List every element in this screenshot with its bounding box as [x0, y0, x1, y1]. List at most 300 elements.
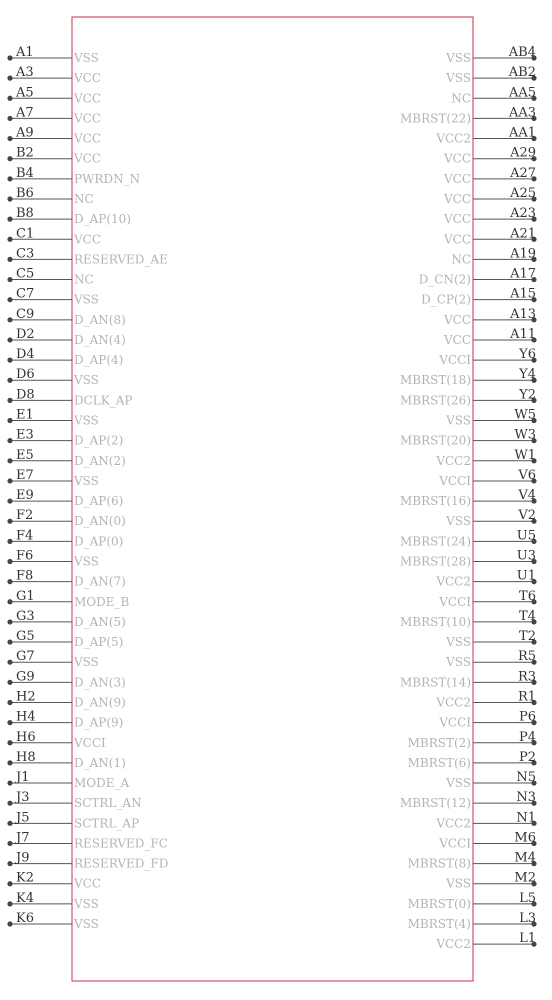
pin-number: T4 — [519, 608, 536, 624]
pin-endpoint-dot — [7, 478, 12, 483]
left-pin — [7, 851, 168, 871]
pin-number: B8 — [16, 206, 34, 222]
pin-number: E3 — [16, 427, 34, 443]
pin-endpoint-dot — [7, 780, 12, 785]
pin-name: VCC — [443, 232, 471, 247]
left-pin — [7, 226, 101, 246]
pin-endpoint-dot — [7, 801, 12, 806]
pin-number: A11 — [510, 326, 536, 342]
pin-endpoint-dot — [7, 660, 12, 665]
pin-number: B6 — [16, 185, 34, 201]
pin-name: SCTRL_AP — [74, 816, 140, 831]
right-pin — [400, 669, 537, 689]
pin-name: VCCI — [439, 473, 471, 488]
left-pin — [7, 65, 101, 85]
pin-name: VCC — [443, 212, 471, 227]
pin-number: A7 — [16, 105, 34, 121]
left-pin — [7, 448, 125, 468]
pin-name: D_AN(4) — [74, 332, 126, 347]
pin-name: D_AP(9) — [74, 715, 124, 730]
pin-name: VSS — [446, 413, 471, 428]
pin-name: VCCI — [439, 353, 471, 368]
pin-name: MBRST(10) — [400, 614, 471, 629]
pin-number: G3 — [16, 608, 35, 624]
pin-number: N5 — [516, 770, 536, 786]
pin-number: K4 — [16, 890, 34, 906]
left-pin — [7, 246, 167, 266]
pin-endpoint-dot — [7, 96, 12, 101]
pin-number: D8 — [16, 387, 35, 403]
pin-number: E9 — [16, 488, 34, 504]
pin-name: VCCI — [439, 594, 471, 609]
pin-name: D_AN(9) — [74, 695, 126, 710]
right-pin — [438, 710, 536, 730]
left-pin — [7, 85, 101, 105]
pin-number: D6 — [16, 367, 35, 383]
right-pin — [400, 488, 537, 508]
pin-name: D_AP(10) — [74, 212, 131, 227]
pin-number: P6 — [518, 709, 536, 725]
pin-endpoint-dot — [7, 217, 12, 222]
right-pin — [400, 609, 537, 629]
left-pin — [7, 830, 168, 850]
pin-endpoint-dot — [7, 639, 12, 644]
pin-number: U3 — [516, 548, 536, 564]
pin-name: VSS — [74, 655, 99, 670]
pin-endpoint-dot — [7, 619, 12, 624]
pin-name: VSS — [446, 655, 471, 670]
pin-endpoint-dot — [7, 861, 12, 866]
left-pin — [7, 287, 99, 307]
pin-number: D4 — [16, 347, 35, 363]
right-pin — [445, 508, 537, 528]
right-pin — [421, 287, 536, 307]
pin-number: AA1 — [508, 125, 536, 141]
right-pin — [400, 105, 537, 125]
right-pin — [435, 931, 536, 951]
right-pin — [400, 387, 537, 407]
pin-number: A3 — [16, 65, 34, 81]
pin-number: E7 — [16, 467, 34, 483]
left-pin — [7, 105, 101, 125]
pin-number: B2 — [16, 145, 34, 161]
pin-endpoint-dot — [7, 821, 12, 826]
right-pin — [443, 186, 537, 206]
pin-number: J7 — [16, 830, 30, 846]
pin-name: VCC — [443, 332, 471, 347]
pin-number: K6 — [16, 911, 34, 927]
pin-number: U1 — [516, 568, 536, 584]
right-pin — [445, 65, 537, 85]
left-pin — [7, 408, 99, 428]
pin-number: C3 — [16, 246, 35, 262]
right-pin — [438, 589, 536, 609]
pin-number: R5 — [517, 649, 536, 665]
pin-number: D2 — [16, 326, 35, 342]
pin-endpoint-dot — [7, 55, 12, 60]
pin-name: VSS — [74, 413, 99, 428]
pin-number: F2 — [16, 508, 34, 524]
right-pin — [408, 750, 537, 770]
pin-name: RESERVED_AE — [74, 252, 168, 267]
pin-name: VSS — [446, 51, 471, 65]
pin-name: MBRST(16) — [400, 494, 471, 509]
pin-endpoint-dot — [7, 841, 12, 846]
pin-number: J5 — [16, 810, 30, 826]
pin-number: L5 — [519, 890, 536, 906]
left-pin — [7, 387, 132, 407]
pin-name: D_AP(5) — [74, 635, 124, 650]
pin-endpoint-dot — [7, 277, 12, 282]
pin-number: U5 — [516, 528, 536, 544]
pin-number: C5 — [16, 266, 35, 282]
pin-endpoint-dot — [7, 519, 12, 524]
left-pin — [7, 508, 125, 528]
pin-name: VCC2 — [436, 131, 471, 146]
pin-name: D_AP(4) — [74, 353, 124, 368]
pin-endpoint-dot — [7, 257, 12, 262]
left-pin — [7, 327, 125, 347]
pin-name: D_AN(8) — [74, 312, 126, 327]
left-pin — [7, 710, 123, 730]
right-pin — [445, 629, 537, 649]
pin-number: A13 — [510, 306, 536, 322]
pin-name: MBRST(0) — [407, 896, 471, 911]
pin-number: A15 — [510, 286, 536, 302]
left-pin — [7, 871, 101, 891]
pin-name: VCCI — [439, 836, 471, 851]
pin-endpoint-dot — [7, 196, 12, 201]
pin-endpoint-dot — [7, 740, 12, 745]
pin-number: N1 — [516, 810, 536, 826]
left-pin — [7, 589, 129, 609]
pin-name: VSS — [446, 635, 471, 650]
pin-name: D_CP(2) — [421, 292, 471, 307]
pin-number: C1 — [16, 226, 35, 242]
pin-name: VSS — [446, 876, 471, 891]
pin-name: VSS — [74, 473, 99, 488]
right-pin — [435, 689, 536, 709]
pin-name: VCC — [443, 191, 471, 206]
pin-name: MBRST(18) — [400, 373, 471, 388]
pin-number: K2 — [16, 870, 34, 886]
pin-number: W5 — [514, 407, 536, 423]
pin-name: VCC — [74, 131, 102, 146]
pin-name: D_AN(3) — [74, 675, 126, 690]
pin-endpoint-dot — [7, 680, 12, 685]
pin-number: V2 — [518, 508, 536, 524]
left-pin — [7, 750, 125, 770]
pin-number: F4 — [16, 528, 34, 544]
right-pin — [445, 408, 537, 428]
pin-number: AA3 — [508, 105, 536, 121]
pin-name: VCC2 — [436, 816, 471, 831]
left-pin — [7, 790, 141, 810]
pin-name: VSS — [74, 554, 99, 569]
pin-endpoint-dot — [7, 418, 12, 423]
pin-name: D_AP(2) — [74, 433, 124, 448]
pin-number: J9 — [16, 850, 30, 866]
left-pin — [7, 267, 93, 287]
right-pin — [443, 206, 537, 226]
pin-number: G1 — [16, 588, 35, 604]
pin-number: G9 — [16, 669, 35, 685]
pin-name: D_AP(6) — [74, 494, 124, 509]
right-pin — [435, 448, 536, 468]
pin-name: VCC — [74, 151, 102, 166]
pin-endpoint-dot — [7, 559, 12, 564]
right-pin — [443, 146, 537, 166]
pin-name: VCC2 — [436, 574, 471, 589]
right-pin — [435, 126, 536, 146]
pin-number: T6 — [519, 588, 536, 604]
pin-name: NC — [74, 272, 94, 287]
pin-endpoint-dot — [7, 901, 12, 906]
pin-name: VCCI — [439, 715, 471, 730]
pin-number: B4 — [16, 165, 34, 181]
right-pin — [451, 85, 536, 105]
pin-name: MBRST(14) — [400, 675, 471, 690]
pin-number: M2 — [514, 870, 536, 886]
pin-number: J3 — [16, 790, 30, 806]
left-pin — [7, 911, 99, 931]
pin-number: H2 — [16, 689, 36, 705]
pin-number: W3 — [514, 427, 536, 443]
pin-endpoint-dot — [7, 921, 12, 926]
pin-name: MBRST(26) — [400, 393, 471, 408]
right-pin-column — [400, 45, 537, 951]
pin-name: MBRST(22) — [400, 111, 471, 126]
pin-name: MODE_B — [74, 594, 130, 609]
pin-number: A17 — [510, 266, 536, 282]
pin-name: VCC — [74, 111, 102, 126]
pin-number: C7 — [16, 286, 35, 302]
pin-number: L3 — [519, 911, 536, 927]
pin-name: D_AP(0) — [74, 534, 124, 549]
pin-number: V4 — [518, 488, 536, 504]
right-pin — [408, 851, 537, 871]
pin-endpoint-dot — [7, 720, 12, 725]
pin-name: MBRST(4) — [407, 917, 471, 932]
left-pin — [7, 569, 125, 589]
right-pin — [443, 226, 537, 246]
pin-number: Y6 — [519, 347, 536, 363]
pin-number: P2 — [518, 749, 536, 765]
pin-endpoint-dot — [7, 116, 12, 121]
pin-number: A25 — [510, 185, 536, 201]
pin-endpoint-dot — [7, 337, 12, 342]
right-pin — [443, 166, 537, 186]
pin-name: VSS — [74, 917, 99, 932]
left-pin — [7, 367, 99, 387]
pin-number: H8 — [16, 749, 36, 765]
pin-endpoint-dot — [7, 579, 12, 584]
pin-name: VCC2 — [436, 695, 471, 710]
pin-number: T2 — [519, 629, 536, 645]
right-pin — [438, 830, 536, 850]
pin-number: N3 — [516, 790, 536, 806]
pin-name: VCC — [74, 91, 102, 106]
pin-name: VCC — [74, 232, 102, 247]
left-pin — [7, 689, 125, 709]
pin-name: MODE_A — [74, 776, 130, 791]
pin-endpoint-dot — [7, 136, 12, 141]
pin-name: VCC2 — [436, 937, 471, 952]
pin-number: Y4 — [519, 367, 536, 383]
pin-name: VCC — [443, 171, 471, 186]
pin-number: E5 — [16, 447, 34, 463]
left-pin — [7, 629, 123, 649]
left-pin — [7, 609, 125, 629]
pin-name: DCLK_AP — [74, 393, 133, 408]
pin-endpoint-dot — [7, 398, 12, 403]
pin-endpoint-dot — [7, 881, 12, 886]
pin-number: L1 — [519, 931, 536, 947]
left-pin-column — [7, 45, 168, 931]
right-pin — [408, 911, 537, 931]
pin-endpoint-dot — [7, 297, 12, 302]
left-pin — [7, 770, 129, 790]
pin-name: MBRST(12) — [400, 796, 471, 811]
pin-name: VCC — [74, 876, 102, 891]
pin-name: NC — [451, 252, 471, 267]
pin-name: VSS — [74, 292, 99, 307]
pin-number: H4 — [16, 709, 36, 725]
pin-number: G5 — [16, 629, 35, 645]
right-pin — [445, 45, 537, 65]
pin-name: MBRST(24) — [400, 534, 471, 549]
pin-name: VCC — [74, 71, 102, 86]
left-pin — [7, 126, 101, 146]
right-pin — [438, 468, 536, 488]
right-pin — [451, 246, 536, 266]
right-pin — [400, 528, 537, 548]
pin-name: D_AN(7) — [74, 574, 126, 589]
pin-number: P4 — [518, 729, 536, 745]
right-pin — [435, 569, 536, 589]
pin-name: VSS — [74, 373, 99, 388]
pin-name: MBRST(2) — [407, 735, 471, 750]
left-pin — [7, 649, 99, 669]
pin-number: A9 — [16, 125, 34, 141]
pin-name: VCCI — [74, 735, 106, 750]
pin-name: D_AN(1) — [74, 755, 126, 770]
pin-number: Y2 — [519, 387, 536, 403]
right-pin — [438, 347, 536, 367]
pin-number: W1 — [514, 447, 536, 463]
left-pin — [7, 468, 99, 488]
pin-number: AB2 — [508, 65, 536, 81]
right-pin — [408, 730, 537, 750]
pin-name: MBRST(6) — [407, 755, 471, 770]
pin-number: F8 — [16, 568, 34, 584]
pin-number: M6 — [514, 830, 536, 846]
pin-name: VCC — [443, 151, 471, 166]
left-pin — [7, 186, 93, 206]
left-pin — [7, 488, 123, 508]
pin-name: D_CN(2) — [418, 272, 471, 287]
left-pin — [7, 45, 99, 65]
pin-number: A21 — [510, 226, 536, 242]
right-pin — [400, 367, 537, 387]
pin-number: A23 — [510, 206, 536, 222]
pin-number: AA5 — [508, 85, 536, 101]
pin-endpoint-dot — [7, 700, 12, 705]
right-pin — [400, 549, 537, 569]
pin-number: A19 — [510, 246, 536, 262]
pin-name: D_AN(2) — [74, 453, 126, 468]
pin-endpoint-dot — [7, 237, 12, 242]
pin-name: VSS — [446, 71, 471, 86]
right-pin — [408, 891, 537, 911]
right-pin — [443, 307, 537, 327]
right-pin — [445, 770, 537, 790]
left-pin — [7, 669, 125, 689]
pin-name: VCC — [443, 312, 471, 327]
pin-number: A5 — [16, 85, 34, 101]
pin-name: RESERVED_FC — [74, 836, 168, 851]
pin-number: G7 — [16, 649, 35, 665]
pin-endpoint-dot — [7, 358, 12, 363]
pin-number: A1 — [16, 45, 34, 60]
left-pin — [7, 891, 99, 911]
left-pin — [7, 428, 123, 448]
pin-number: AB4 — [508, 45, 536, 60]
pin-name: VSS — [446, 776, 471, 791]
pin-endpoint-dot — [7, 76, 12, 81]
pin-number: A27 — [510, 165, 536, 181]
left-pin — [7, 347, 123, 367]
pin-endpoint-dot — [7, 539, 12, 544]
pin-number: H6 — [16, 729, 36, 745]
pin-name: VCC2 — [436, 453, 471, 468]
right-pin — [445, 649, 537, 669]
left-pin — [7, 166, 140, 186]
left-pin — [7, 528, 123, 548]
pin-name: VSS — [446, 514, 471, 529]
left-pin — [7, 549, 99, 569]
pin-endpoint-dot — [7, 378, 12, 383]
pin-endpoint-dot — [7, 317, 12, 322]
pin-name: VSS — [74, 896, 99, 911]
pin-name: MBRST(28) — [400, 554, 471, 569]
pin-endpoint-dot — [7, 760, 12, 765]
pin-number: C9 — [16, 306, 35, 322]
pin-name: MBRST(8) — [407, 856, 471, 871]
left-pin — [7, 810, 139, 830]
pin-number: V6 — [518, 467, 536, 483]
pin-number: J1 — [16, 770, 30, 786]
pin-number: R3 — [517, 669, 536, 685]
pin-name: RESERVED_FD — [74, 856, 169, 871]
pin-number: E1 — [16, 407, 34, 423]
pin-name: D_AN(5) — [74, 614, 126, 629]
right-pin — [435, 810, 536, 830]
right-pin — [443, 327, 537, 347]
left-pin — [7, 307, 125, 327]
pin-endpoint-dot — [7, 498, 12, 503]
pin-endpoint-dot — [7, 176, 12, 181]
pin-name: NC — [74, 191, 94, 206]
right-pin — [445, 871, 537, 891]
pin-name: NC — [451, 91, 471, 106]
right-pin — [419, 267, 537, 287]
pin-endpoint-dot — [7, 156, 12, 161]
left-pin — [7, 146, 101, 166]
pin-name: SCTRL_AN — [74, 796, 142, 811]
pin-number: A29 — [510, 145, 536, 161]
pin-number: R1 — [517, 689, 536, 705]
